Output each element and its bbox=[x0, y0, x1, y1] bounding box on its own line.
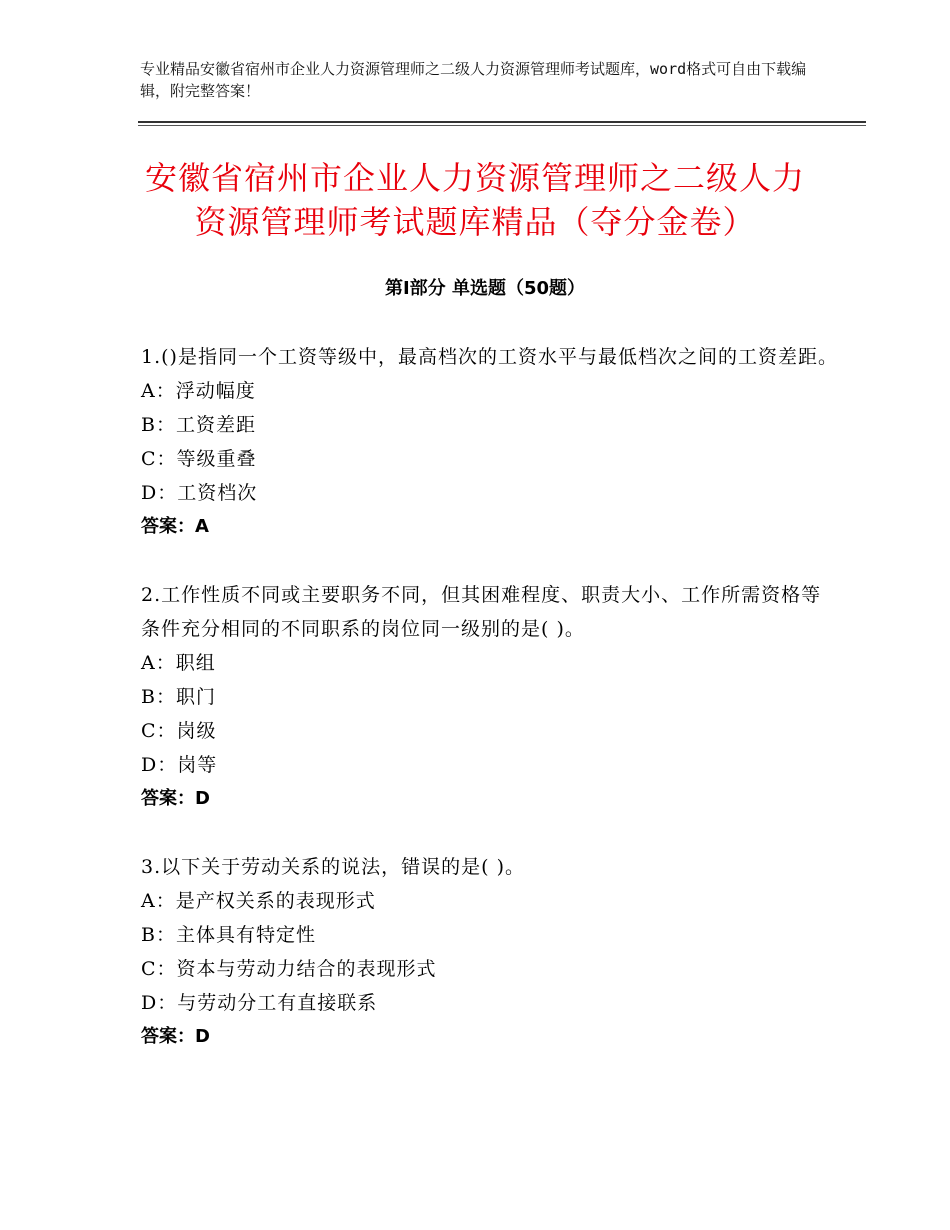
option-c: C：资本与劳动力结合的表现形式 bbox=[141, 958, 437, 980]
answer-line: 答案：D bbox=[141, 1026, 210, 1047]
option-b: B：工资差距 bbox=[141, 414, 256, 436]
header-divider-thick bbox=[138, 121, 866, 123]
option-d: D：工资档次 bbox=[141, 482, 258, 504]
option-c: C：岗级 bbox=[141, 720, 217, 742]
question-item bbox=[141, 578, 841, 816]
question-item bbox=[141, 850, 841, 1054]
header-divider-thin bbox=[138, 125, 866, 126]
option-c: C：等级重叠 bbox=[141, 448, 257, 470]
option-d: D：岗等 bbox=[141, 754, 218, 776]
option-b: B：主体具有特定性 bbox=[141, 924, 316, 946]
option-b: B：职门 bbox=[141, 686, 216, 708]
option-a: A：浮动幅度 bbox=[141, 380, 256, 402]
option-d: D：与劳动分工有直接联系 bbox=[141, 992, 378, 1014]
section-heading: 第Ⅰ部分 单选题（50题） bbox=[384, 278, 585, 299]
question-item bbox=[141, 340, 841, 544]
answer-line: 答案：D bbox=[141, 788, 210, 809]
question-text: 2.工作性质不同或主要职务不同，但其困难程度、职责大小、工作所需资格等条件充分相同的不同职系的岗位同一级别的是( )。 bbox=[141, 584, 822, 640]
question-list bbox=[141, 340, 841, 1088]
option-a: A：是产权关系的表现形式 bbox=[141, 890, 376, 912]
answer-line: 答案：A bbox=[141, 516, 209, 537]
header-note: 专业精品安徽省宿州市企业人力资源管理师之二级人力资源管理师考试题库，word格式可自由下载编辑，附完整答案！ bbox=[140, 60, 807, 100]
question-text: 3.以下关于劳动关系的说法，错误的是( )。 bbox=[141, 856, 525, 878]
document-title: 安徽省宿州市企业人力资源管理师之二级人力资源管理师考试题库精品（夺分金卷） bbox=[144, 159, 805, 241]
question-text: 1.()是指同一个工资等级中，最高档次的工资水平与最低档次之间的工资差距。 bbox=[141, 346, 838, 368]
option-a: A：职组 bbox=[141, 652, 216, 674]
